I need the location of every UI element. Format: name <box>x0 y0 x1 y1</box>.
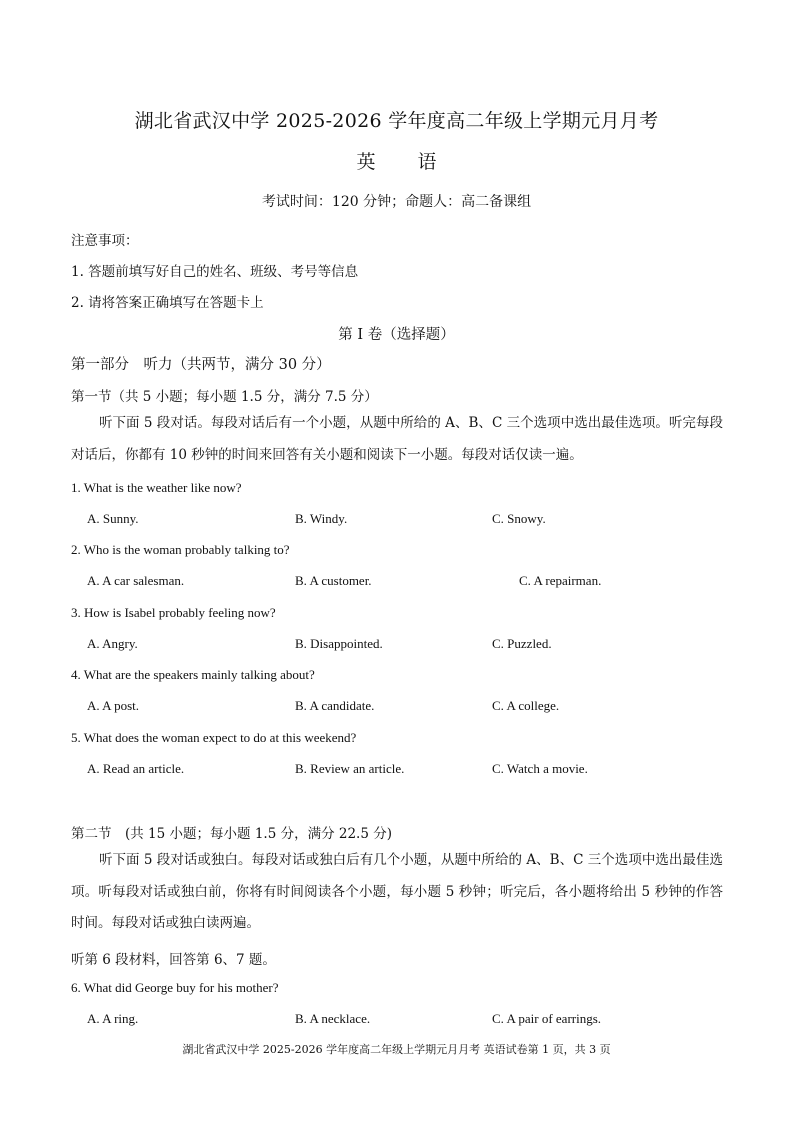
question-stem: 5. What does the woman expect to do at this weekend? <box>71 730 357 745</box>
question-stem: 2. Who is the woman probably talking to? <box>71 542 290 557</box>
option-a: A. Angry. <box>87 636 138 651</box>
notice-item: 1. 答题前填写好自己的姓名、班级、考号等信息 <box>71 264 359 280</box>
option-c: C. Puzzled. <box>492 636 552 651</box>
section2-title: 第二节 (共 15 小题；每小题 1.5 分，满分 22.5 分) <box>71 826 392 842</box>
notice-heading: 注意事项： <box>71 233 139 249</box>
option-c: C. A pair of earrings. <box>492 1011 602 1026</box>
page-footer: 湖北省武汉中学 2025-2026 学年度高二年级上学期元月月考 英语试卷第 1 页，共 3 页 <box>182 1043 611 1056</box>
subject-title: 英语 <box>356 151 479 173</box>
option-c: C. Watch a movie. <box>492 761 588 776</box>
option-a: A. A post. <box>87 698 140 713</box>
option-b: B. Disappointed. <box>295 636 383 651</box>
exam-info: 考试时间：120 分钟；命题人：高二备课组 <box>261 194 532 210</box>
part1-title: 第一部分 听力（共两节，满分 30 分） <box>71 357 331 373</box>
option-c: C. Snowy. <box>492 511 546 526</box>
option-a: A. Sunny. <box>87 511 139 526</box>
option-a: A. Read an article. <box>87 761 185 776</box>
question-stem: 6. What did George buy for his mother? <box>71 980 279 995</box>
option-c: C. A college. <box>492 698 560 713</box>
option-b: B. Windy. <box>295 511 348 526</box>
option-b: B. A candidate. <box>295 698 375 713</box>
volume-title: 第 I 卷（选择题） <box>338 327 455 343</box>
material-note: 听第 6 段材料，回答第 6、7 题。 <box>71 952 276 968</box>
question-stem: 1. What is the weather like now? <box>71 480 242 495</box>
option-a: A. A car salesman. <box>87 573 185 588</box>
section1-title: 第一节（共 5 小题；每小题 1.5 分，满分 7.5 分） <box>71 389 378 405</box>
option-c: C. A repairman. <box>519 573 602 588</box>
question-stem: 4. What are the speakers mainly talking about? <box>71 667 315 682</box>
notice-item: 2. 请将答案正确填写在答题卡上 <box>71 295 264 311</box>
question-stem: 3. How is Isabel probably feeling now? <box>71 605 276 620</box>
option-a: A. A ring. <box>87 1011 139 1026</box>
section2-instructions: 听下面 5 段对话或独白。每段对话或独白后有几个小题，从题中所给的 A、B、C 三个选项中选出最佳选项。听每段对话或独白前，你将有时间阅读各个小题，每小题 5 秒钟；听完后，各小题将给出 5 秒钟的作答时间。每段对话或独白读两遍。 <box>71 852 723 931</box>
option-b: B. A necklace. <box>295 1011 371 1026</box>
exam-title: 湖北省武汉中学 2025-2026 学年度高二年级上学期元月月考 <box>134 110 659 132</box>
option-b: B. A customer. <box>295 573 372 588</box>
option-b: B. Review an article. <box>295 761 405 776</box>
section1-instructions: 听下面 5 段对话。每段对话后有一个小题，从题中所给的 A、B、C 三个选项中选出最佳选项。听完每段对话后，你都有 10 秒钟的时间来回答有关小题和阅读下一小题。每段对话仅读一遍。 <box>71 415 723 463</box>
